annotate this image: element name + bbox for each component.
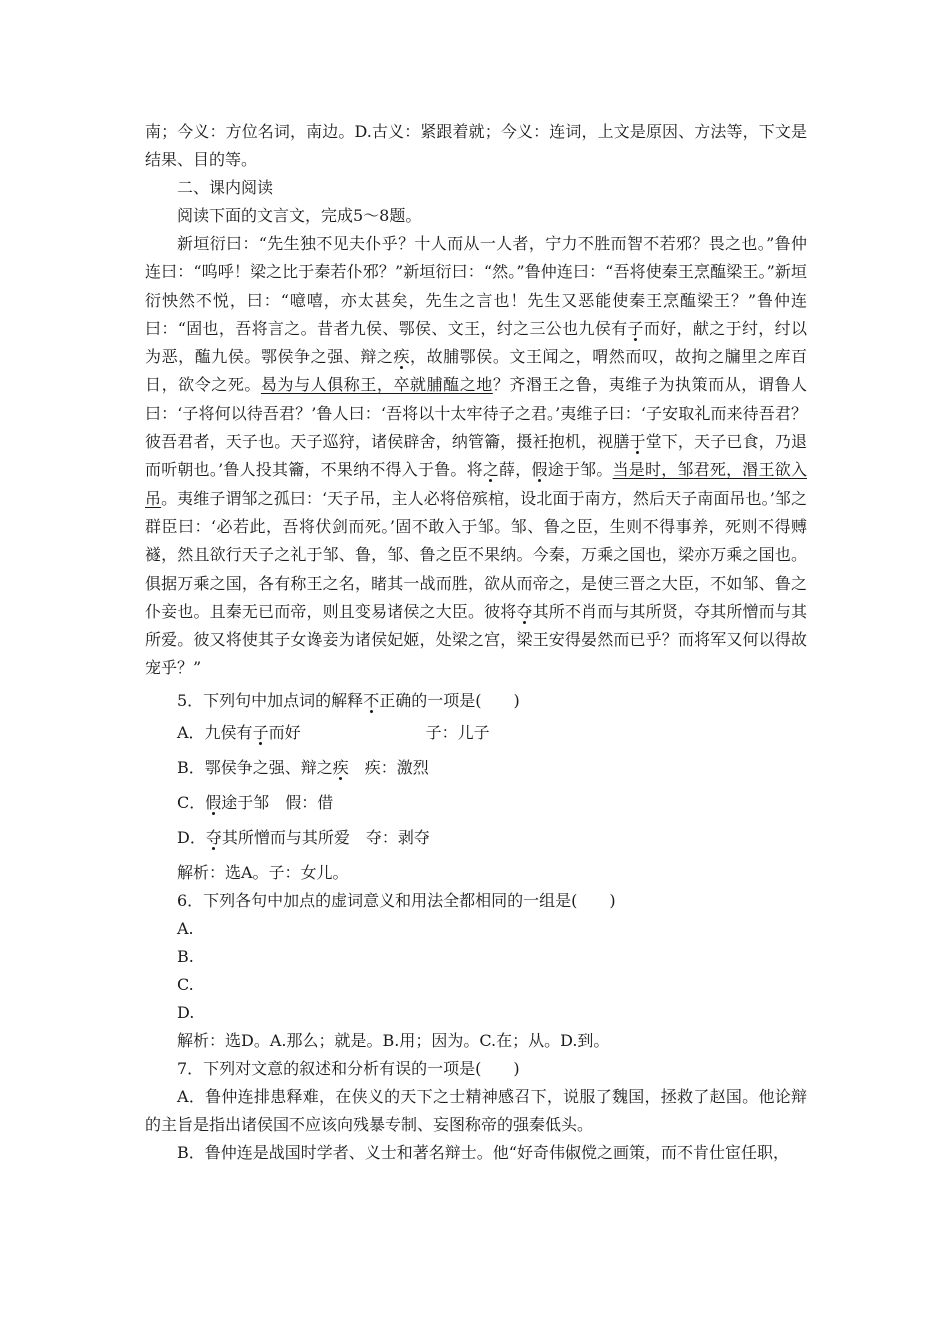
continued-paragraph: 南；今义：方位名词，南边。D.古义：紧跟着就；今义：连词，上文是原因、方法等，下文是结果、目的等。 bbox=[145, 122, 807, 169]
question-5-answer: 解析：选A。子：女儿。 bbox=[177, 862, 349, 882]
dotted-word: 子 bbox=[627, 318, 644, 338]
question-6-option-c: C. bbox=[177, 974, 194, 994]
underlined-sentence: 曷为与人俱称王，卒就脯醢之地 bbox=[260, 375, 493, 395]
question-6-option-b: B. bbox=[177, 946, 194, 966]
underlined-sentence: 当是时，邹君死，湣王欲入吊 bbox=[145, 460, 807, 508]
question-6-stem: 6．下列各句中加点的虚词意义和用法全都相同的一组是( ) bbox=[177, 890, 616, 910]
dotted-word: 于 bbox=[629, 432, 646, 452]
question-6-answer: 解析：选D。A.那么；就是。B.用；因为。C.在；从。D.到。 bbox=[177, 1030, 610, 1050]
question-7-option-b: B．鲁仲连是战国时学者、义士和著名辩士。他“好奇伟俶傥之画策，而不肯仕宦任职， bbox=[177, 1142, 789, 1162]
document-page bbox=[145, 118, 807, 1167]
question-6-option-d: D. bbox=[177, 1002, 195, 1022]
question-5-stem: 5．下列句中加点词的解释不正确的一项是( ) bbox=[177, 690, 520, 710]
question-6-option-a: A. bbox=[177, 918, 194, 938]
dotted-word: 假 bbox=[531, 460, 548, 480]
section-title: 二、课内阅读 bbox=[177, 178, 274, 197]
reading-instruction: 阅读下面的文言文，完成5～8题。 bbox=[177, 206, 422, 225]
classical-passage: 新垣衍曰：“先生独不见夫仆乎？十人而从一人者，宁力不胜而智不若邪？畏之也。”鲁仲连曰：“呜呼！梁之比于秦若仆邪？”新垣衍曰：“然。”鲁仲连曰：“吾将使秦王烹醢梁王。”新垣衍怏然不悦，曰：“噫嘻，亦太甚矣，先生之言也！先生又恶能使秦王烹醢梁王？”鲁仲连曰：“固也，吾将言之。昔者九侯、鄂侯、文王，纣之三公也九侯有子而好，献之于纣，纣以为恶，醢九侯。鄂侯争之强、辩之疾，故脯鄂侯。文王闻之，喟然而叹，故拘之牖里之库百日，欲令之死。曷为与人俱称王，卒就脯醢之地？齐湣王之鲁，夷维子为执策而从，谓鲁人曰：‘子将何以待吾君？’鲁人曰：‘吾将以十太牢待子之君。’夷维子曰：‘子安取礼而来待吾君？彼吾君者，天子也。天子巡狩，诸侯辟舍，纳管籥，摄衽抱机，视膳于堂下，天子已食，乃退而听朝也。’鲁人投其籥，不果纳不得入于鲁。将之薛，假途于邹。当是时，邹君死，湣王欲入吊。夷维子谓邹之孤曰：‘天子吊，主人必将倍殡棺，设北面于南方，然后天子南面吊也。’邹之群臣曰：‘必若此，吾将伏剑而死。’固不敢入于邹。邹、鲁之臣，生则不得事养，死则不得赙襚，然且欲行天子之礼于邹、鲁，邹、鲁之臣不果纳。今秦，万乘之国也，梁亦万乘之国也。俱据万乘之国，各有称王之名，睹其一战而胜，欲从而帝之，是使三晋之大臣，不如邹、鲁之仆妾也。且秦无已而帝，则且变易诸侯之大臣。彼将夺其所不肖而与其所贤，夺其所憎而与其所爱。彼又将使其子女谗妾为诸侯妃姬，处梁之宫，梁王安得晏然而已乎？而将军又何以得故宠乎？” bbox=[145, 234, 807, 678]
question-5-option-d: D．夺其所憎而与其所爱 夺：剥夺 bbox=[177, 827, 430, 847]
question-5-option-c: C．假途于邹 假：借 bbox=[177, 792, 334, 812]
question-5-option-a: A．九侯有子而好 子：儿子 bbox=[177, 722, 490, 742]
dotted-word: 夺 bbox=[516, 601, 533, 621]
question-7-stem: 7．下列对文意的叙述和分析有误的一项是( ) bbox=[177, 1058, 520, 1078]
question-7-option-a: A．鲁仲连排患释难，在侠义的天下之士精神感召下，说服了魏国，拯救了赵国。他论辩的主旨是指出诸侯国不应该向残暴专制、妄图称帝的强秦低头。 bbox=[145, 1086, 807, 1134]
dotted-word: 疾 bbox=[393, 347, 411, 367]
dotted-word: 之 bbox=[482, 460, 500, 480]
question-5-option-b: B．鄂侯争之强、辩之疾 疾：激烈 bbox=[177, 757, 429, 777]
